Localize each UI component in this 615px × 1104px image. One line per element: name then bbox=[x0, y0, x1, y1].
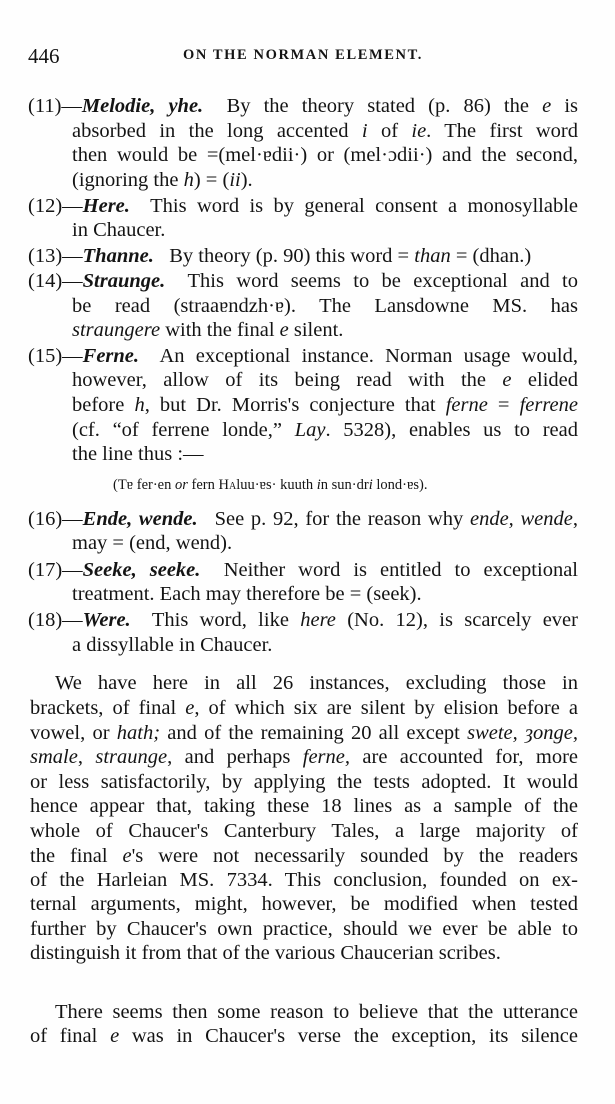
text-run: , bbox=[572, 508, 578, 530]
paragraph-line bbox=[30, 941, 578, 965]
note-line bbox=[28, 558, 578, 582]
note-line bbox=[72, 143, 578, 167]
italic-text: e bbox=[122, 845, 132, 867]
text-run: = bbox=[487, 394, 520, 416]
note-line bbox=[72, 633, 578, 657]
scansion-text-italic: i bbox=[368, 477, 373, 493]
text-run: 's were not necessarily sounded by the readers bbox=[131, 845, 578, 867]
italic-text: ende, wende bbox=[469, 508, 573, 530]
note-keyword: Here. bbox=[82, 195, 130, 217]
paragraph-line bbox=[30, 892, 578, 916]
note-line bbox=[72, 168, 578, 192]
text-run: however, allow of its being read with the bbox=[72, 369, 503, 391]
text-run: brackets, of final bbox=[30, 697, 186, 719]
text-run: is bbox=[551, 95, 578, 117]
note-number: (15)— bbox=[28, 345, 83, 367]
scansion-text-italic: or bbox=[174, 477, 188, 493]
paragraph-line bbox=[30, 1024, 578, 1048]
text-run: , and perhaps bbox=[167, 746, 303, 768]
text-run: This word seems to be exceptional and to bbox=[187, 270, 578, 292]
note-line bbox=[72, 442, 578, 466]
italic-text: ferrene bbox=[519, 394, 578, 416]
text-run: By theory (p. 90) this word = bbox=[169, 245, 415, 267]
text-run: elided bbox=[511, 369, 578, 391]
note-line bbox=[72, 318, 578, 342]
text-run: before bbox=[72, 394, 135, 416]
text-run: or less satisfactorily, by applying the tests adopted. It would bbox=[30, 771, 578, 793]
paragraph-line bbox=[30, 721, 578, 745]
note-number: (11)— bbox=[28, 95, 82, 117]
note-line bbox=[28, 269, 578, 293]
note-line bbox=[72, 418, 578, 442]
text-run: the final bbox=[30, 845, 123, 867]
italic-text: ferne bbox=[445, 394, 488, 416]
running-title: ON THE NORMAN ELEMENT. bbox=[182, 47, 424, 63]
note-keyword: Thanne. bbox=[82, 245, 154, 267]
paragraph-line bbox=[30, 917, 578, 941]
italic-text: e bbox=[542, 95, 552, 117]
italic-text: ii bbox=[229, 169, 241, 191]
paragraph-line bbox=[55, 671, 578, 695]
text-run: An exceptional instance. Norman usage would, bbox=[159, 345, 578, 367]
text-run: (No. 12), is scarcely ever bbox=[335, 609, 578, 631]
text-run: There seems then some reason to believe that the utterance bbox=[55, 1001, 578, 1023]
note-keyword: Ferne. bbox=[82, 345, 140, 367]
scansion-text: (Tɐ fer·en bbox=[113, 477, 175, 493]
paragraph-line bbox=[55, 1000, 578, 1024]
note-line bbox=[28, 244, 578, 268]
italic-text: h bbox=[134, 394, 145, 416]
text-run: (cf. “of ferrene londe,” bbox=[72, 419, 295, 441]
paragraph-line bbox=[30, 745, 578, 769]
paragraph-line bbox=[30, 794, 578, 818]
text-run: Neither word is entitled to exceptional bbox=[223, 559, 578, 581]
text-run: , of which six are silent by elision before a bbox=[194, 697, 578, 719]
text-run: distinguish it from that of the various Chaucerian scribes. bbox=[30, 942, 501, 964]
italic-text: straunge bbox=[95, 746, 168, 768]
italic-text: ie bbox=[411, 120, 427, 142]
text-run: further by Chaucer's own practice, should we ever be able to bbox=[30, 918, 578, 940]
paragraph-line bbox=[30, 844, 578, 868]
text-run: = (dhan.) bbox=[450, 245, 532, 267]
italic-text: ferne, bbox=[302, 746, 350, 768]
text-run: By the theory stated (p. 86) the bbox=[226, 95, 543, 117]
text-run: of the Harleian MS. 7334. This conclusion, founded on ex- bbox=[30, 869, 578, 891]
text-run: the line thus :— bbox=[72, 443, 204, 465]
scansion-text-italic: i bbox=[316, 477, 321, 493]
paragraph-line bbox=[30, 696, 578, 720]
note-number: (16)— bbox=[28, 508, 83, 530]
note-line bbox=[28, 608, 578, 632]
note-line bbox=[72, 368, 578, 392]
paragraph-line bbox=[30, 819, 578, 843]
note-line bbox=[72, 393, 578, 417]
text-run: a dissyllable in Chaucer. bbox=[72, 634, 273, 656]
note-line bbox=[72, 119, 578, 143]
text-run: . 5328), enables us to read bbox=[325, 419, 578, 441]
text-run: vowel, or bbox=[30, 722, 117, 744]
text-run: (ignoring the bbox=[72, 169, 184, 191]
text-run: , bbox=[77, 746, 96, 768]
note-number: (18)— bbox=[28, 609, 83, 631]
note-keyword: Straunge. bbox=[82, 270, 166, 292]
text-run: may = (end, wend). bbox=[72, 532, 233, 554]
scansion-text-smallcaps: Ha bbox=[218, 477, 237, 493]
text-run: are accounted for, more bbox=[350, 746, 578, 768]
note-line bbox=[72, 582, 578, 606]
paragraph-line bbox=[30, 770, 578, 794]
text-run: , but Dr. Morris's conjecture that bbox=[144, 394, 446, 416]
running-head bbox=[28, 44, 578, 70]
note-number: (14)— bbox=[28, 270, 83, 292]
italic-text: here bbox=[300, 609, 336, 631]
text-run: treatment. Each may therefore be = (seek). bbox=[72, 583, 422, 605]
italic-text: e bbox=[502, 369, 512, 391]
text-run: This word, like bbox=[151, 609, 301, 631]
italic-text: hath; bbox=[116, 722, 161, 744]
note-keyword: Were. bbox=[82, 609, 131, 631]
text-run: silent. bbox=[288, 319, 344, 341]
scansion-text: luu·ɐs· kuuth bbox=[236, 477, 317, 493]
note-line bbox=[72, 531, 578, 555]
note-keyword: Ende, wende. bbox=[82, 508, 198, 530]
italic-text: swete, ȝonge, bbox=[467, 722, 578, 744]
italic-text: e bbox=[279, 319, 289, 341]
scansion-text: lond·ɐs). bbox=[372, 477, 428, 493]
text-run: ternal arguments, might, however, be modified when tested bbox=[30, 893, 578, 915]
text-run: ). bbox=[240, 169, 253, 191]
italic-text: Lay bbox=[294, 419, 326, 441]
text-run: then would be =(mel·ɐdii·) or (mel·ɔdii·) and the second, bbox=[72, 144, 578, 166]
note-line bbox=[72, 218, 578, 242]
italic-text: e bbox=[110, 1025, 120, 1047]
text-run: in Chaucer. bbox=[72, 219, 166, 241]
text-run: absorbed in the long accented bbox=[72, 120, 362, 142]
text-run: and of the remaining 20 all except bbox=[160, 722, 468, 744]
note-keyword: Melodie, yhe. bbox=[81, 95, 204, 117]
note-line bbox=[28, 194, 578, 218]
text-run: We have here in all 26 instances, excluding those in bbox=[55, 672, 578, 694]
italic-text: h bbox=[183, 169, 194, 191]
note-line bbox=[28, 507, 578, 531]
text-run: with the final bbox=[160, 319, 280, 341]
paragraph-line bbox=[30, 868, 578, 892]
note-number: (17)— bbox=[28, 559, 83, 581]
text-run: be read (straaɐndzh·ɐ). The Lansdowne MS. has bbox=[72, 295, 578, 317]
note-line bbox=[72, 294, 578, 318]
scansion-line bbox=[113, 475, 428, 495]
text-run: whole of Chaucer's Canterbury Tales, a large majority of bbox=[30, 820, 578, 842]
page-number: 446 bbox=[28, 44, 60, 68]
text-run: . The first word bbox=[426, 120, 578, 142]
text-run: This word is by general consent a monosyllable bbox=[150, 195, 578, 217]
text-run: See p. 92, for the reason why bbox=[214, 508, 470, 530]
note-keyword: Seeke, seeke. bbox=[82, 559, 201, 581]
italic-text: i bbox=[361, 120, 368, 142]
note-number: (13)— bbox=[28, 245, 83, 267]
text-run: hence appear that, taking these 18 lines as a sample of the bbox=[30, 795, 578, 817]
italic-text: smale bbox=[30, 746, 78, 768]
scansion-text: n sun·dr bbox=[320, 477, 369, 493]
note-line bbox=[28, 344, 578, 368]
text-run: of final bbox=[30, 1025, 111, 1047]
text-run: ) = ( bbox=[193, 169, 230, 191]
scansion-text: fern bbox=[187, 477, 219, 493]
note-line bbox=[28, 94, 578, 118]
text-run: of bbox=[367, 120, 412, 142]
text-run: was in Chaucer's verse the exception, its silence bbox=[119, 1025, 578, 1047]
italic-text: e bbox=[185, 697, 195, 719]
italic-text: straungere bbox=[72, 319, 161, 341]
italic-text: than bbox=[414, 245, 451, 267]
note-number: (12)— bbox=[28, 195, 83, 217]
